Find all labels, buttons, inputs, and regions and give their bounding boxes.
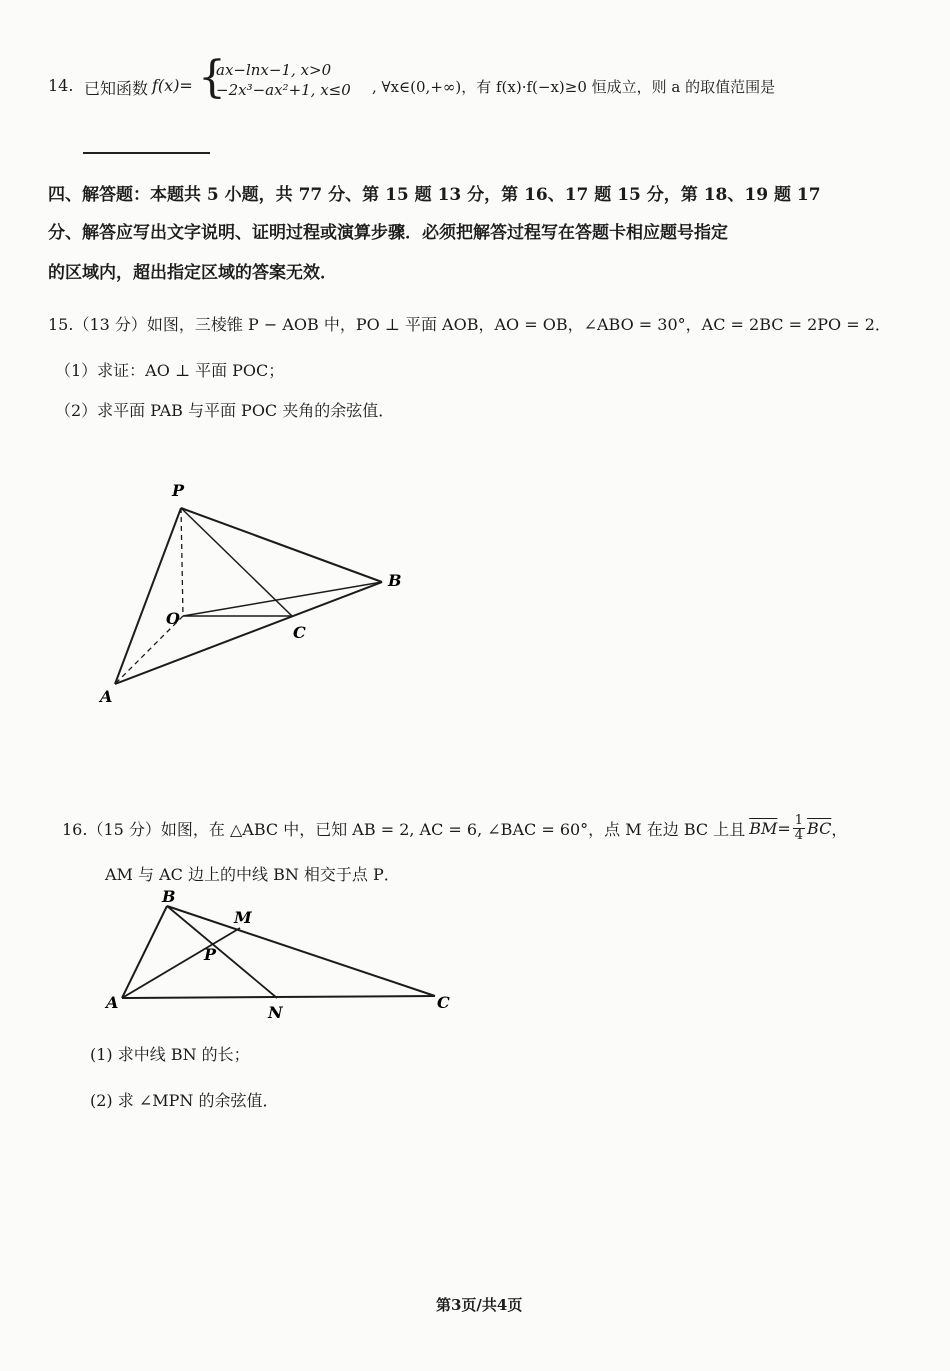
q14-lead: 已知函数 [84,79,149,98]
q16-frac-num: 1 [794,813,804,828]
label-P: P [172,481,185,500]
label-M: M [234,908,252,927]
label-C: C [437,993,450,1012]
q15-stem: 15.（13 分）如图，三棱锥 P − AOB 中，PO ⊥ 平面 AOB，AO = OB，∠ABO = 30°，AC = 2BC = 2PO = 2． [48,315,891,334]
q14-case-2: −2x³−ax²+1, x≤0 [216,81,351,99]
q16-stem-b: AM 与 AC 边上的中线 BN 相交于点 P． [105,865,400,884]
section-heading-line-2: 分、解答应写出文字说明、证明过程或演算步骤．必须把解答过程写在答题卡相应题号指定 [48,223,728,243]
q14-brace-icon: { [198,52,226,103]
q16-stem-a [62,814,847,843]
q16-equals: = [777,819,791,838]
label-A: A [100,687,113,706]
q16-vector-bc: $\overline{BC}$ [807,819,832,838]
q14-answer-blank [83,152,210,154]
label-B: B [162,888,176,906]
q14-cases [216,60,351,100]
q14-case-1: ax−lnx−1, x>0 [216,61,332,79]
q16-part-1: (1) 求中线 BN 的长； [90,1045,250,1064]
q15-part-2: （2）求平面 PAB 与平面 POC 夹角的余弦值． [55,401,395,420]
q16-vector-bm: $\overline{BM}$ [749,819,778,838]
q16-part-2: (2) 求 ∠MPN 的余弦值． [90,1091,279,1110]
section-heading-line-1: 四、解答题：本题共 5 小题，共 77 分、第 15 题 13 分，第 16、17 题 15 分，第 18、19 题 17 [48,185,821,205]
label-O: O [166,609,180,628]
q16-frac-den: 4 [794,828,804,843]
q14-fx: f(x)= [152,76,193,95]
label-B: B [388,571,402,590]
q16-stem-end: ， [831,820,848,839]
q16-stem-text: 16.（15 分）如图，在 △ABC 中，已知 AB = 2, AC = 6, ∠BAC = 60°，点 M 在边 BC 上且 [62,820,746,839]
label-N: N [268,1003,283,1022]
q16-fraction [793,814,805,843]
label-A: A [106,993,119,1012]
section-heading-line-3: 的区域内，超出指定区域的答案无效． [48,263,337,283]
label-P: P [204,945,217,964]
q16-triangle-diagram [100,888,470,1028]
label-C: C [293,623,306,642]
q15-part-1: （1）求证：AO ⊥ 平面 POC； [55,361,285,380]
q14-number: 14. [48,76,74,95]
q15-pyramid-diagram [90,470,420,710]
q14-tail: , ∀x∈(0,+∞)，有 f(x)·f(−x)≥0 恒成立，则 a 的取值范围是 [372,78,776,96]
page-footer: 第3页/共4页 [436,1296,523,1314]
